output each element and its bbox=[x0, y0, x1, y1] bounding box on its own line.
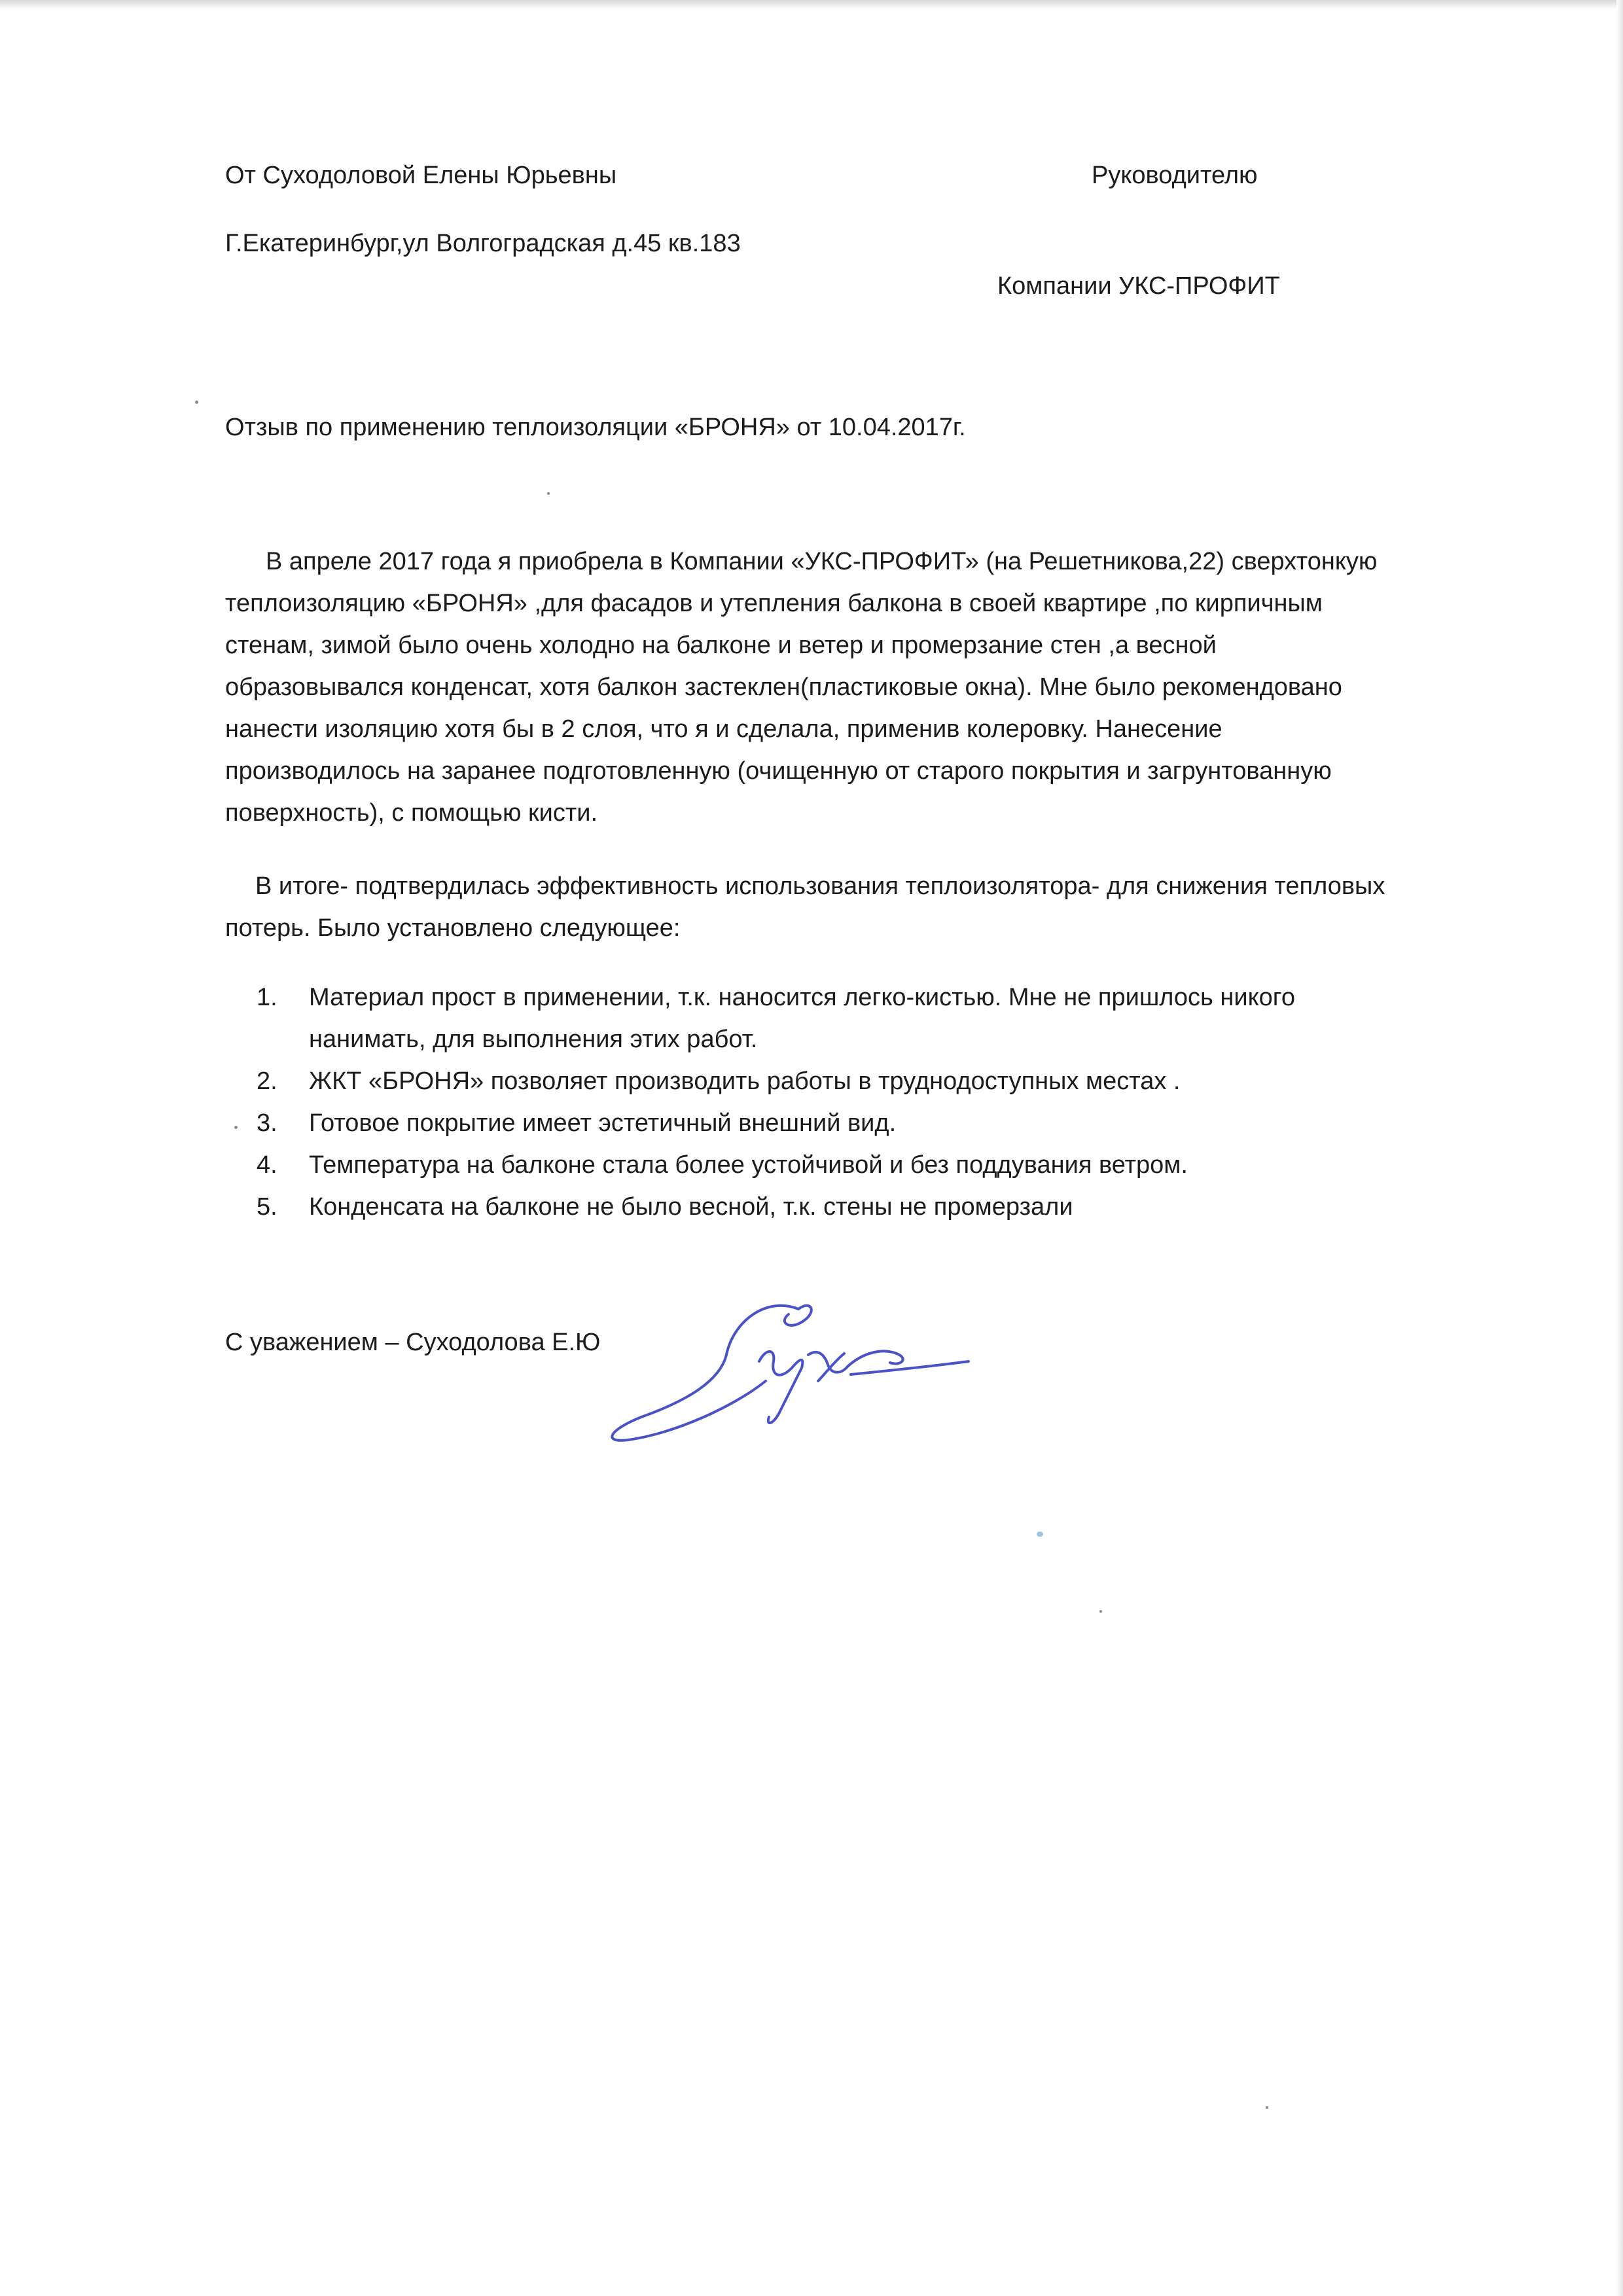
findings-list bbox=[257, 977, 1295, 1228]
sender-line: От Суходоловой Елены Юрьевны bbox=[225, 162, 617, 189]
scan-shadow-top bbox=[0, 0, 1623, 9]
list-item bbox=[257, 977, 1295, 1060]
list-item-text: Готовое покрытие имеет эстетичный внешний вид. bbox=[309, 1109, 897, 1137]
paragraph-line: теплоизоляцию «БРОНЯ» ,для фасадов и утепления балкона в своей квартире ,по кирпичным bbox=[225, 590, 1323, 617]
paragraph-line: потерь. Было установлено следующее: bbox=[225, 914, 681, 942]
scan-speck bbox=[1266, 2106, 1268, 2109]
list-item-text: Конденсата на балконе не было весной, т.к. стены не промерзали bbox=[309, 1193, 1073, 1221]
recipient-title: Руководителю bbox=[1092, 162, 1258, 189]
paragraph-line: В апреле 2017 года я приобрела в Компании «УКС-ПРОФИТ» (на Решетникова,22) сверхтонкую bbox=[266, 548, 1378, 575]
body-paragraph-1 bbox=[225, 541, 1377, 834]
scan-speck bbox=[1037, 1532, 1043, 1537]
paragraph-line: В итоге- подтвердилась эффективность использования теплоизолятора- для снижения тепловых bbox=[255, 872, 1385, 900]
closing-line: С уважением – Суходолова Е.Ю bbox=[225, 1329, 601, 1356]
body-paragraph-2 bbox=[225, 865, 1385, 949]
list-item-text: ЖКТ «БРОНЯ» позволяет производить работы в труднодоступных местах . bbox=[309, 1067, 1181, 1095]
list-item-text: Температура на балконе стала более устойчивой и без поддувания ветром. bbox=[309, 1151, 1188, 1179]
paragraph-line: нанести изоляцию хотя бы в 2 слоя, что я и сделала, применив колеровку. Нанесение bbox=[225, 715, 1222, 743]
paragraph-line: образовывался конденсат, хотя балкон застеклен(пластиковые окна). Мне было рекомендовано bbox=[225, 673, 1342, 701]
paragraph-line: производилось на заранее подготовленную (очищенную от старого покрытия и загрунтованную bbox=[225, 757, 1332, 785]
scan-speck bbox=[234, 1126, 238, 1129]
scan-shadow-right bbox=[1616, 0, 1623, 2296]
list-item-text: нанимать, для выполнения этих работ. bbox=[309, 1026, 758, 1053]
list-item bbox=[257, 1060, 1295, 1102]
list-item-text: Материал прост в применении, т.к. наносится легко-кистью. Мне не пришлось никого bbox=[309, 984, 1295, 1011]
scan-speck bbox=[195, 401, 198, 404]
list-item bbox=[257, 1144, 1295, 1186]
list-item-number: 2. bbox=[257, 1067, 277, 1095]
scan-speck bbox=[1099, 1610, 1102, 1613]
letter-subject: Отзыв по применению теплоизоляции «БРОНЯ» от 10.04.2017г. bbox=[225, 414, 966, 441]
list-item bbox=[257, 1102, 1295, 1144]
paragraph-line: поверхность), с помощью кисти. bbox=[225, 799, 598, 827]
list-item-number: 4. bbox=[257, 1151, 277, 1179]
list-item-number: 5. bbox=[257, 1193, 277, 1221]
scan-speck bbox=[547, 492, 550, 495]
sender-address: Г.Екатеринбург,ул Волгоградская д.45 кв.183 bbox=[225, 230, 741, 257]
recipient-company: Компании УКС-ПРОФИТ bbox=[997, 272, 1280, 300]
handwritten-signature bbox=[602, 1283, 982, 1460]
paragraph-line: стенам, зимой было очень холодно на балконе и ветер и промерзание стен ,а весной bbox=[225, 632, 1217, 659]
list-item-number: 1. bbox=[257, 984, 277, 1011]
list-item bbox=[257, 1186, 1295, 1228]
list-item-number: 3. bbox=[257, 1109, 277, 1137]
